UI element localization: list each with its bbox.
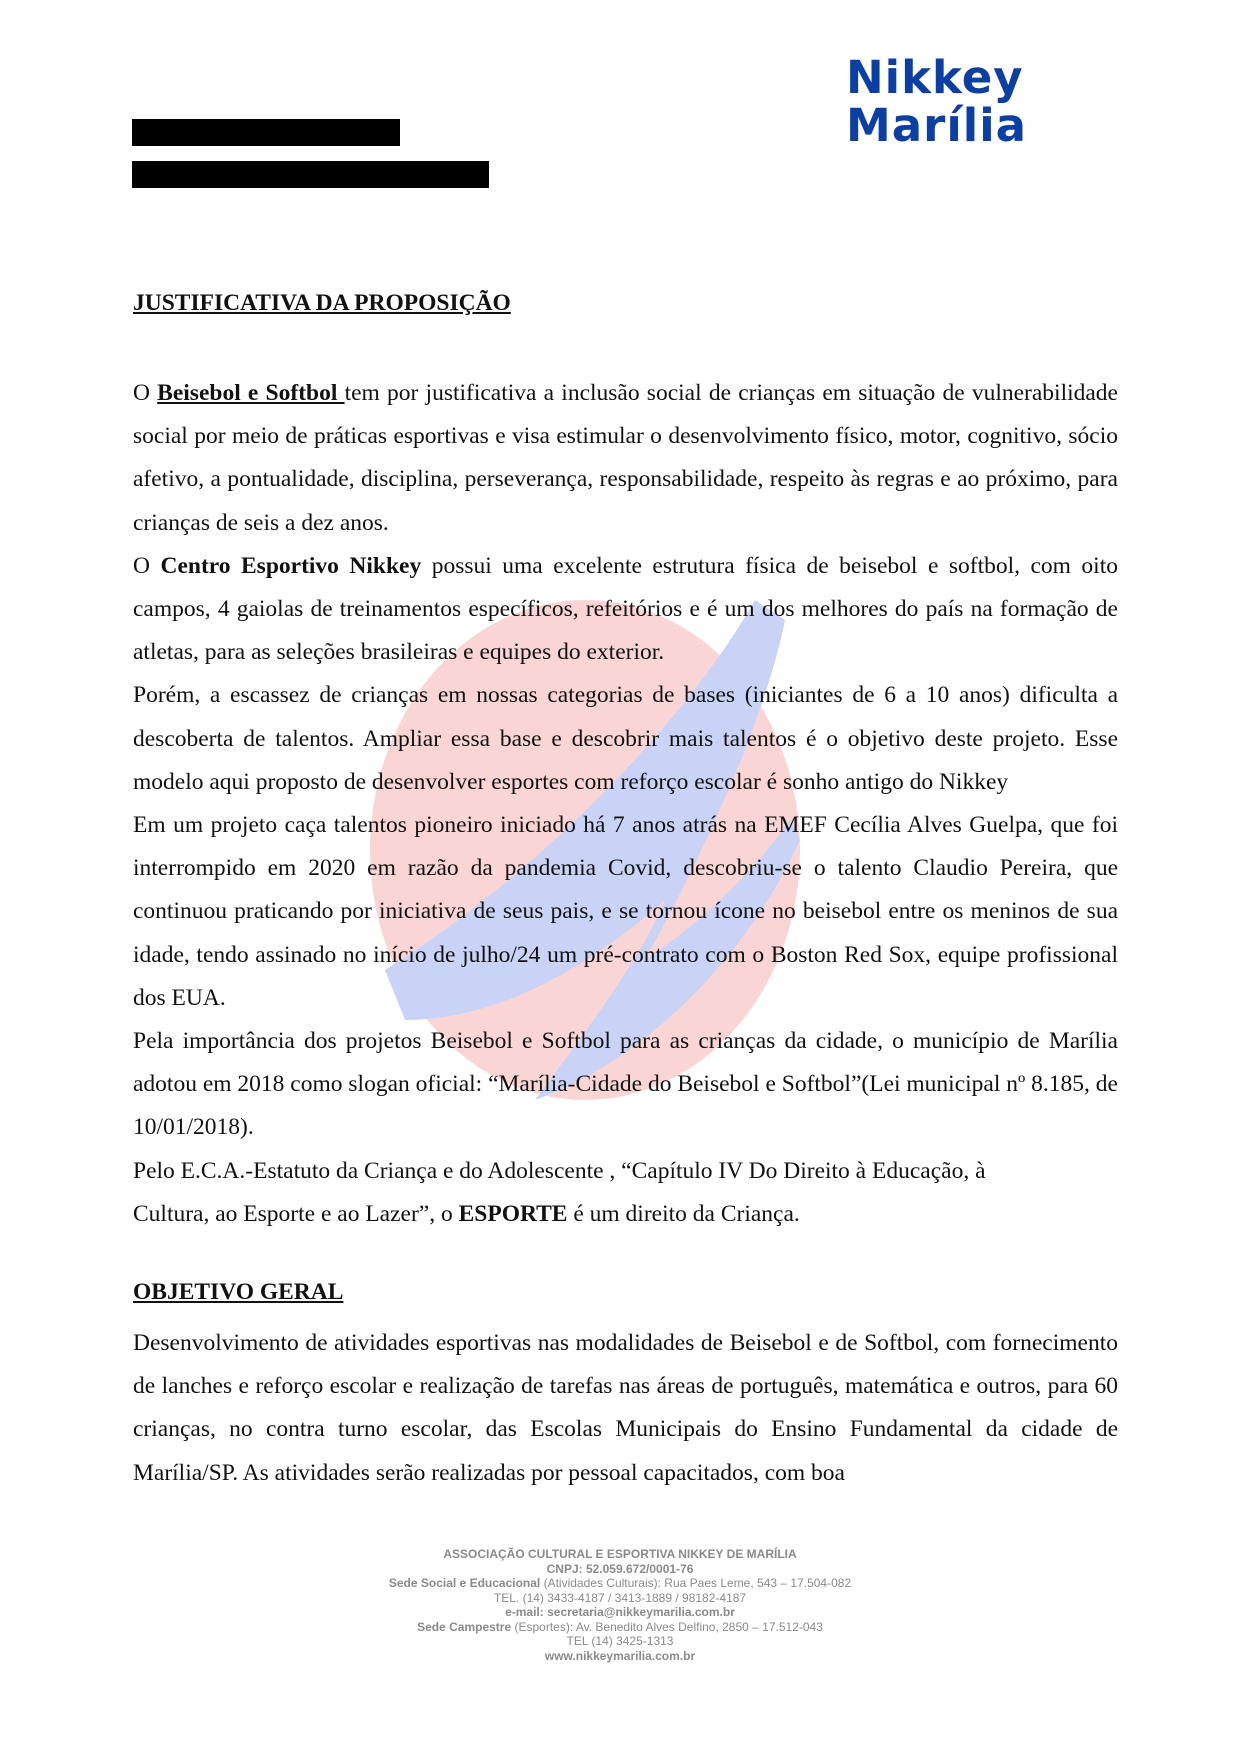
footer-org: ASSOCIAÇÃO CULTURAL E ESPORTIVA NIKKEY DE MARÍLIA (443, 1547, 797, 1561)
heading-justificativa: JUSTIFICATIVA DA PROPOSIÇÃO (133, 290, 511, 316)
paragraph (133, 1193, 1118, 1236)
text: Sede Social e Educacional (388, 1576, 541, 1590)
footer-email: e-mail: secretaria@nikkeymarilia.com.br (505, 1605, 735, 1619)
paragraph (133, 545, 1118, 675)
text: tem por justificativa a inclusão social de crianças em situação de vulnerabilidade social por meio de práticas esportivas e visa estimular o desenvolvimento físico, motor, cognitivo, sócio afetivo, a pontualidade, disciplina, perseverança, responsabilidade, respeito às regras e ao próximo, para crianças de seis a dez anos. (133, 380, 1118, 536)
paragraph-line: Pelo E.C.A.-Estatuto da Criança e do Adolescente , “Capítulo IV Do Direito à Educação, à (133, 1157, 986, 1184)
objective-section (133, 1322, 1118, 1495)
bold-underlined-text: Beisebol e Softbol (157, 380, 345, 406)
footer (320, 1547, 920, 1663)
redaction-bar (132, 119, 400, 146)
footer-sede-social (320, 1576, 920, 1591)
nikkey-marilia-logo (846, 51, 1076, 152)
footer-tel-2: TEL (14) 3425-1313 (566, 1634, 674, 1648)
footer-website: www.nikkeymarilia.com.br (544, 1648, 696, 1663)
redaction-bar (132, 161, 489, 188)
footer-cnpj: CNPJ: 52.059.672/0001-76 (546, 1561, 694, 1576)
footer-sede-campestre (320, 1620, 920, 1635)
heading-objetivo-geral: OBJETIVO GERAL (133, 1279, 344, 1305)
paragraph: Desenvolvimento de atividades esportivas nas modalidades de Beisebol e de Softbol, com fornecimento de lanches e reforço escolar e realização de tarefas nas áreas de português, matemática e outros, para 60 crianças, no contra turno escolar, das Escolas Municipais do Ensino Fundamental da cidade de Marília/SP. As atividades serão realizadas por pessoal capacitados, com boa (133, 1330, 1118, 1486)
text: (Esportes): Av. Benedito Alves Delfino, 2850 – 17.512-043 (511, 1619, 823, 1634)
text: Cultura, ao Esporte e ao Lazer”, o (133, 1200, 459, 1227)
bold-text: ESPORTE (458, 1200, 568, 1227)
text: é um direito da Criança. (567, 1200, 800, 1227)
text: possui uma excelente estrutura física de beisebol e softbol, com oito campos, 4 gaiolas de treinamentos específicos, refeitórios e é um dos melhores do país na formação de atletas, para as seleções brasileiras e equipes do exterior. (133, 552, 1118, 666)
footer-tel-1: TEL. (14) 3433-4187 / 3413-1889 / 98182-4187 (493, 1590, 747, 1605)
logo-line-2: Marília (846, 99, 1027, 152)
bold-text: Centro Esportivo Nikkey (160, 552, 422, 579)
text: Sede Campestre (417, 1619, 512, 1634)
justification-section (133, 372, 1118, 1236)
paragraph (133, 372, 1118, 545)
text: O (133, 380, 158, 406)
text: O (133, 552, 161, 579)
logo-line-1: Nikkey (846, 51, 1024, 104)
text: (Atividades Culturais): Rua Paes Leme, 543 – 17.504-082 (540, 1576, 852, 1590)
paragraph: Porém, a escassez de crianças em nossas categorias de bases (iniciantes de 6 a 10 anos) dificulta a descoberta de talentos. Ampliar essa base e descobrir mais talentos é o objetivo deste projeto. Esse modelo aqui proposto de desenvolver esportes com reforço escolar é sonho antigo do Nikkey (133, 682, 1118, 795)
paragraph: Pela importância dos projetos Beisebol e Softbol para as crianças da cidade, o município de Marília adotou em 2018 como slogan oficial: “Marília-Cidade do Beisebol e Softbol”(Lei municipal nº 8.185, de 10/01/2018). (133, 1028, 1118, 1141)
paragraph: Em um projeto caça talentos pioneiro iniciado há 7 anos atrás na EMEF Cecília Alves Guelpa, que foi interrompido em 2020 em razão da pandemia Covid, descobriu-se o talento Claudio Pereira, que continuou praticando por iniciativa de seus pais, e se tornou ícone no beisebol entre os meninos de sua idade, tendo assinado no início de julho/24 um pré-contrato com o Boston Red Sox, equipe profissional dos EUA. (133, 812, 1118, 1011)
